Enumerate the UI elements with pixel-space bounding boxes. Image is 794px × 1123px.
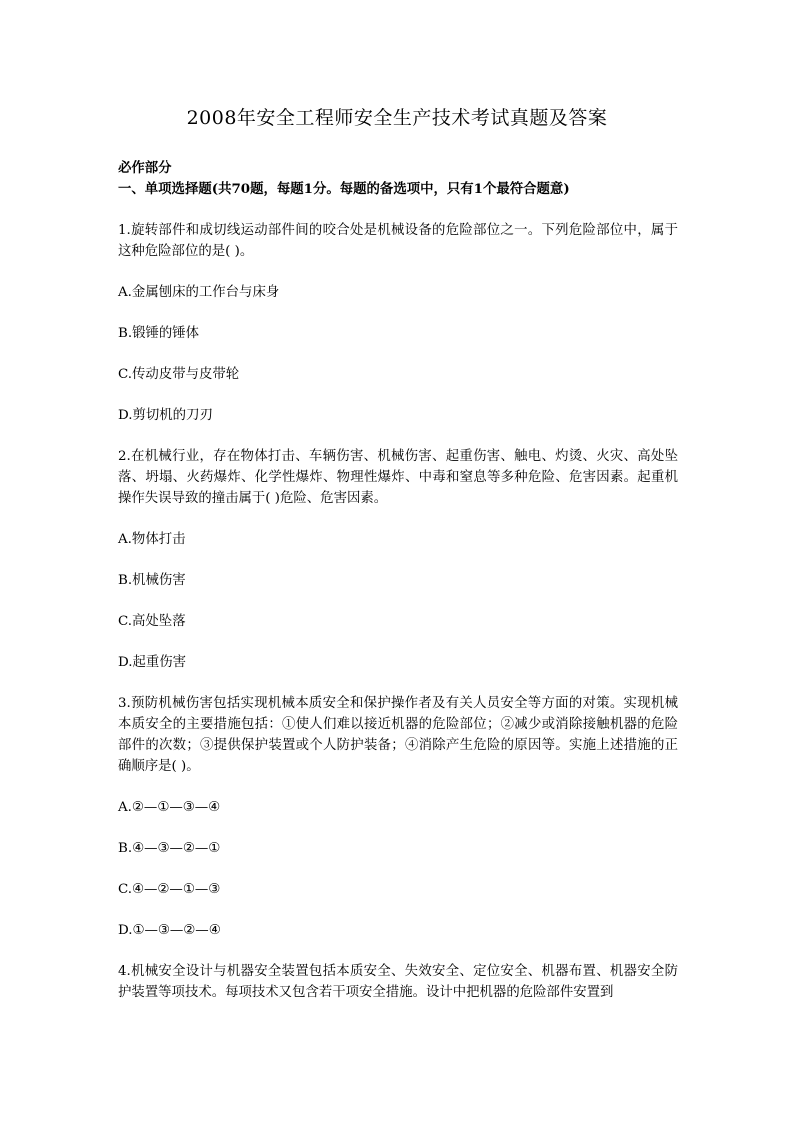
question-3-option-a: A.②—①—③—④ xyxy=(118,800,221,815)
question-1-option-d: D.剪切机的刀刃 xyxy=(118,408,213,423)
question-3-option-c: C.④—②—①—③ xyxy=(118,882,221,897)
question-2-stem: 2.在机械行业，存在物体打击、车辆伤害、机械伤害、起重伤害、触电、灼烫、火灾、高处坠落、坍塌、火药爆炸、化学性爆炸、物理性爆炸、中毒和窒息等多种危险、危害因素。起重机操作失误导致的撞击属于( )危险、危害因素。 xyxy=(118,449,678,506)
document-body xyxy=(118,158,678,1023)
question-1-option-a: A.金属刨床的工作台与床身 xyxy=(118,285,280,300)
question-2-option-d: D.起重伤害 xyxy=(118,655,187,670)
question-4-stem: 4.机械安全设计与机器安全装置包括本质安全、失效安全、定位安全、机器布置、机器安全防护装置等项技术。每项技术又包含若干项安全措施。设计中把机器的危险部件安置到 xyxy=(118,964,678,1000)
question-1-option-b: B.锻锤的锤体 xyxy=(118,326,200,341)
question-2-option-b: B.机械伤害 xyxy=(118,573,186,588)
question-2-option-c: C.高处坠落 xyxy=(118,614,186,629)
question-3-option-b: B.④—③—②—① xyxy=(118,841,221,856)
question-3-option-d: D.①—③—②—④ xyxy=(118,923,221,938)
section-title: 必作部分 xyxy=(118,160,172,176)
question-1-option-c: C.传动皮带与皮带轮 xyxy=(118,367,240,382)
question-3-stem: 3.预防机械伤害包括实现机械本质安全和保护操作者及有关人员安全等方面的对策。实现机械本质安全的主要措施包括：①使人们难以接近机器的危险部位；②减少或消除接触机器的危险部件的次数；③提供保护装置或个人防护装备；④消除产生危险的原因等。实施上述措施的正确顺序是( )。 xyxy=(118,696,678,774)
document-title: 2008年安全工程师安全生产技术考试真题及答案 xyxy=(186,107,608,129)
question-1-stem: 1.旋转部件和成切线运动部件间的咬合处是机械设备的危险部位之一。下列危险部位中，属于这种危险部位的是( )。 xyxy=(118,223,678,259)
section-subtitle: 一、单项选择题(共70题，每题1分。每题的备选项中，只有1个最符合题意) xyxy=(118,181,570,197)
question-2-option-a: A.物体打击 xyxy=(118,532,186,547)
